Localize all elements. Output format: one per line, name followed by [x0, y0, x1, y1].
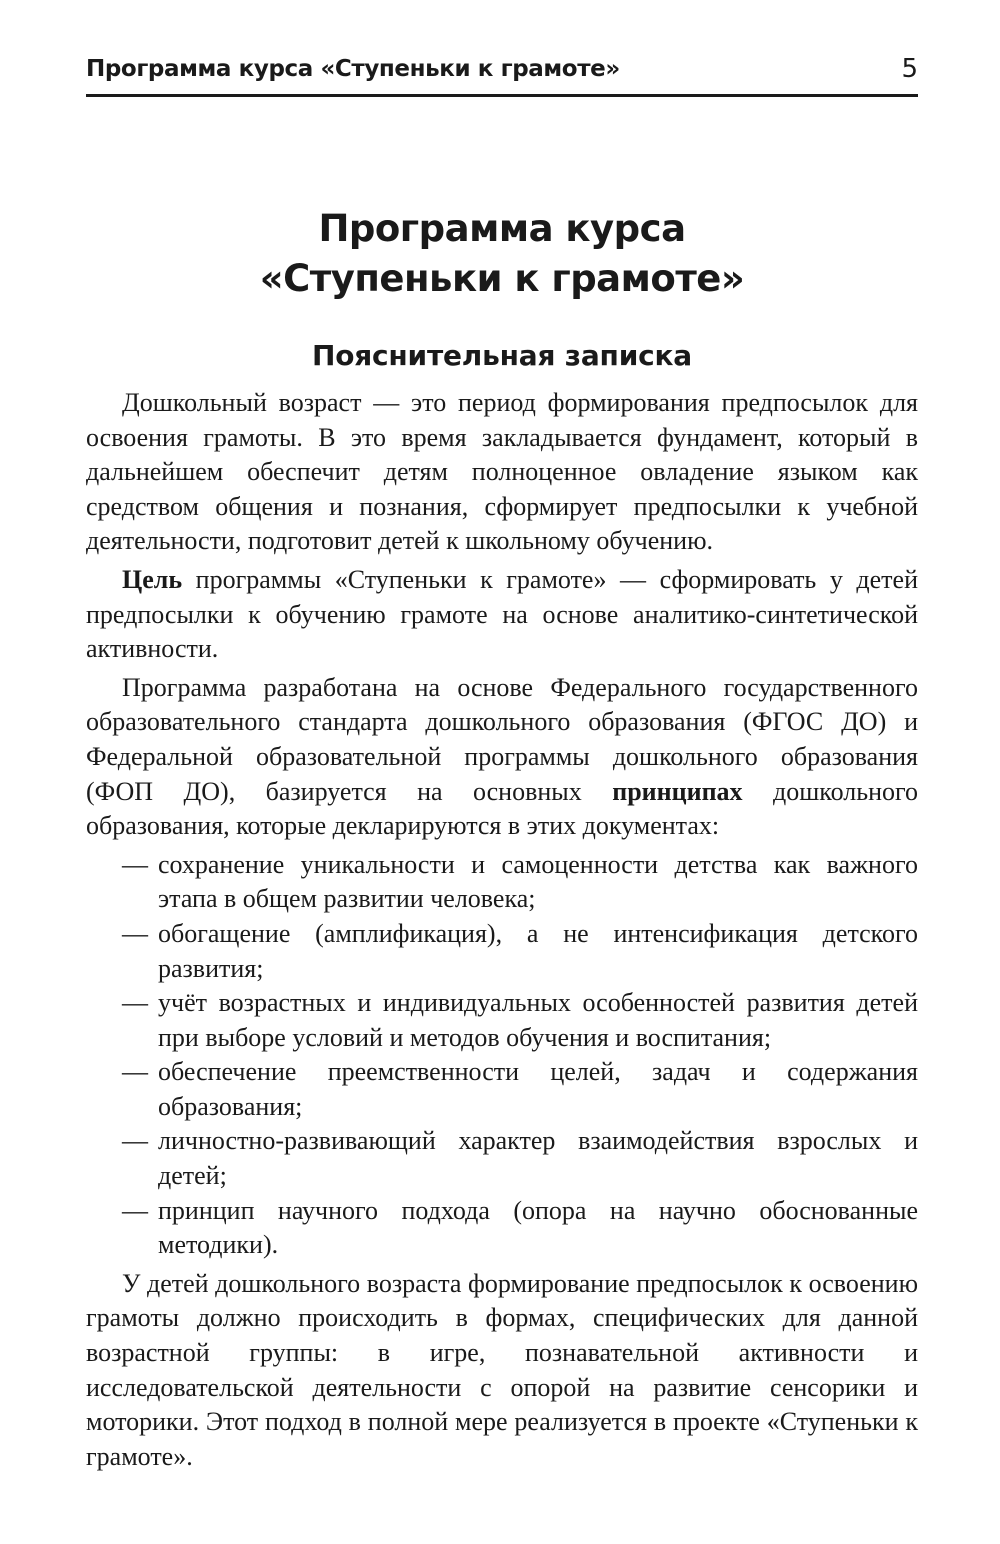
- running-title: Программа курса «Ступеньки к грамоте»: [86, 56, 620, 82]
- list-dash: —: [122, 1195, 148, 1225]
- list-item: [86, 1055, 918, 1124]
- list-dash: —: [122, 1057, 148, 1087]
- list-dash: —: [122, 849, 148, 879]
- paragraph-4: У детей дошкольного возраста формирование предпосылок к освоению грамоты должно происходить в формах, специфических для данной возрастной группы: в игре, познавательной активности и исследовательской деятельности с опорой на развитие сенсорики и моторики. Этот подход в полной мере реализуется в проекте «Ступеньки к грамоте».: [86, 1268, 918, 1471]
- list-dash: —: [122, 988, 148, 1018]
- paragraph-3-start: Программа разработана на основе Федерального государственного образовательного стандарта дошкольного образования (ФГОС ДО) и Федеральной образовательной программы дошкольного образования (ФОП ДО), базируется на основных: [86, 672, 918, 806]
- list-item-text: принцип научного подхода (опора на научно обоснованные методики).: [158, 1195, 918, 1260]
- list-item: [86, 917, 918, 986]
- title-line-2: «Ступеньки к грамоте»: [259, 257, 745, 300]
- body-text: [86, 386, 918, 1478]
- paragraph-1: Дошкольный возраст — это период формирования предпосылок для освоения грамоты. В это время закладывается фундамент, который в дальнейшем обеспечит детям полноценное овладение языком как средством общения и познания, сформирует предпосылки к учебной деятельности, подготовит детей к школьному обучению.: [86, 388, 918, 556]
- paragraph-2: [86, 563, 918, 667]
- list-item-text: обеспечение преемственности целей, задач и содержания образования;: [158, 1057, 918, 1121]
- running-header: [86, 48, 918, 97]
- title-line-1: Программа курса: [318, 207, 686, 250]
- list-item: [86, 1194, 918, 1263]
- list-item-text: учёт возрастных и индивидуальных особенностей развития детей при выборе условий и методов обучения и воспитания;: [158, 988, 918, 1052]
- list-item-text: обогащение (амплификация), а не интенсификация детского развития;: [158, 918, 918, 983]
- section-title: Пояснительная записка: [311, 339, 693, 372]
- list-dash: —: [122, 1126, 148, 1156]
- principles-list: [86, 848, 918, 1263]
- principles-term: принципах: [612, 776, 743, 806]
- page-number: 5: [901, 54, 918, 84]
- paragraph-3: [86, 671, 918, 844]
- goal-term: Цель: [122, 564, 183, 594]
- list-item-text: сохранение уникальности и самоценности детства как важного этапа в общем развитии человека;: [158, 849, 918, 914]
- list-item: [86, 986, 918, 1055]
- list-item-text: личностно-развивающий характер взаимодействия взрослых и детей;: [158, 1126, 918, 1191]
- goal-text: программы «Ступеньки к грамоте» — сформировать у детей предпосылки к обучению грамоте на основе аналитико-синтетической активности.: [86, 564, 918, 664]
- paragraph-3-end: дошкольного образования, которые декларируются в этих документах:: [86, 776, 918, 841]
- page-title: [86, 204, 918, 304]
- list-item: [86, 848, 918, 917]
- list-dash: —: [122, 918, 148, 948]
- list-item: [86, 1124, 918, 1193]
